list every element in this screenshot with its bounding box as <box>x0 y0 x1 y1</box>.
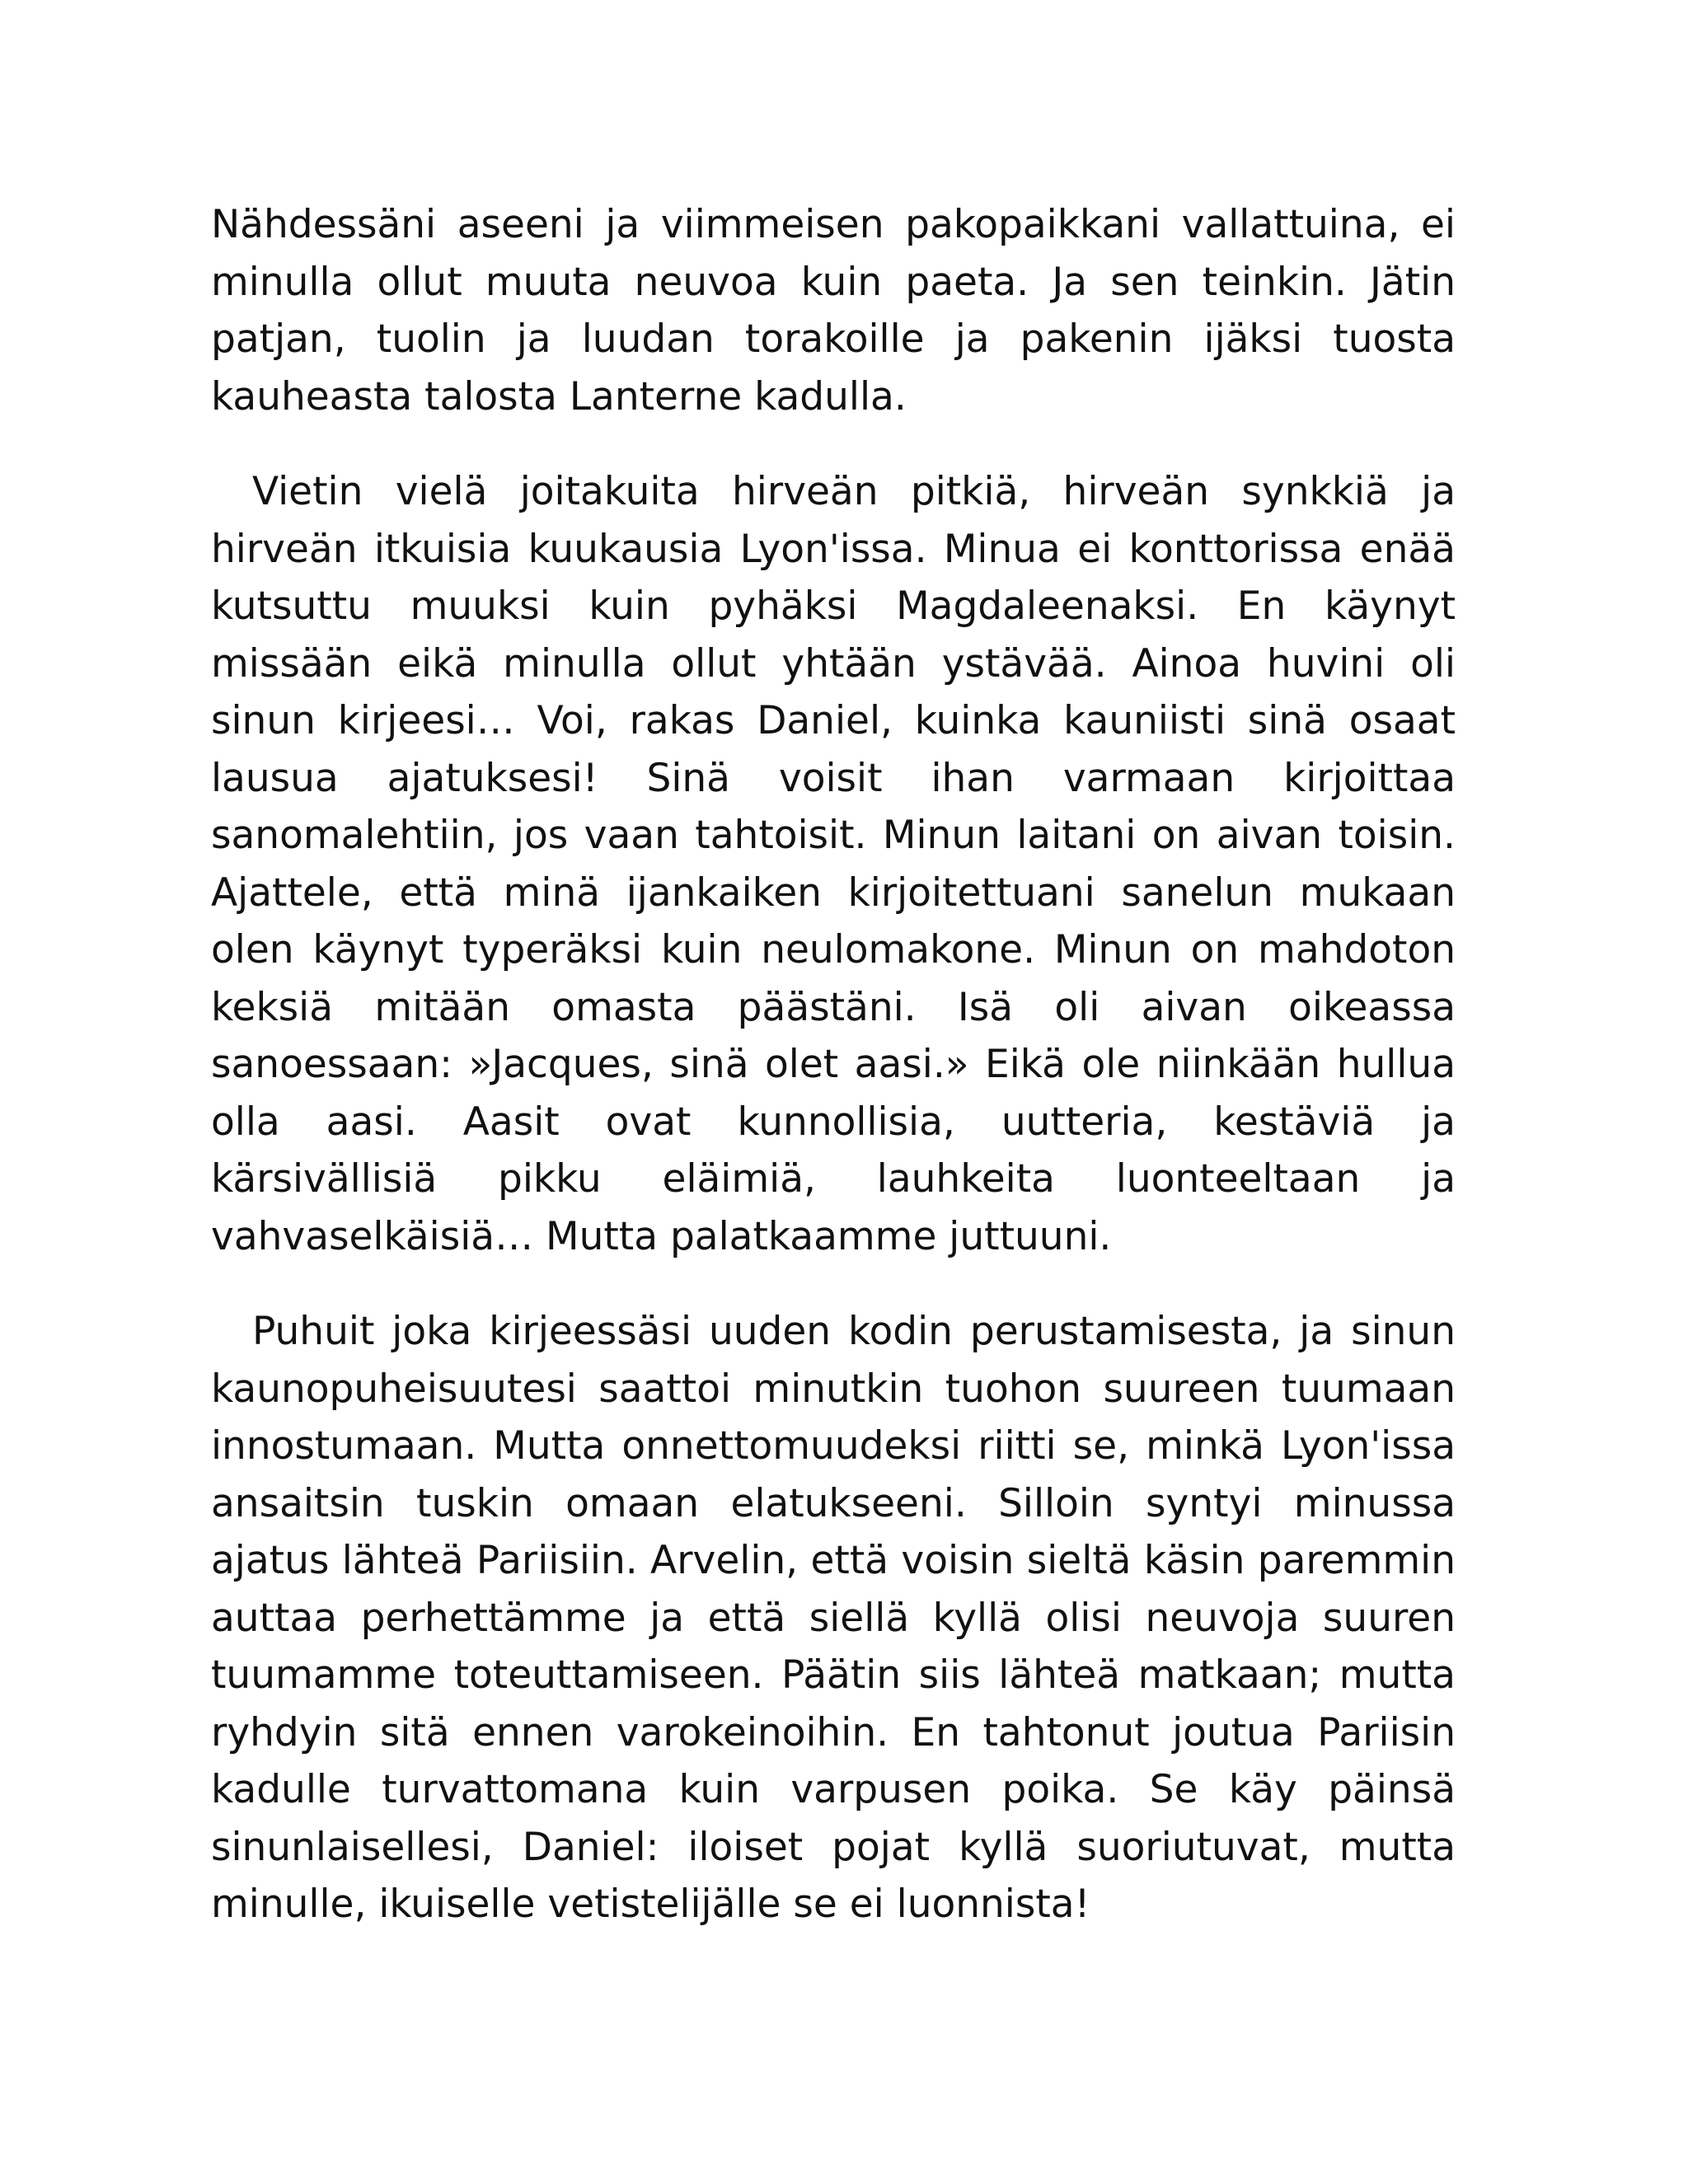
paragraph: Puhuit joka kirjeessäsi uuden kodin perustamisesta, ja sinun kaunopuheisuutesi saattoi minutkin tuohon suureen tuumaan innostumaan. Mutta onnettomuudeksi riitti se, minkä Lyon'issa ansaitsin tuskin omaan elatukseeni. Silloin syntyi minussa ajatus lähteä Pariisiin. Arvelin, että voisin sieltä käsin paremmin auttaa perhettämme ja että siellä kyllä olisi neuvoja suuren tuumamme toteuttamiseen. Päätin siis lähteä matkaan; mutta ryhdyin sitä ennen varokeinoihin. En tahtonut joutua Pariisin kadulle turvattomana kuin varpusen poika. Se käy päinsä sinunlaisellesi, Daniel: iloiset pojat kyllä suoriutuvat, mutta minulle, ikuiselle vetistelijälle se ei luonnista! <box>211 1309 1456 1927</box>
paragraph: Nähdessäni aseeni ja viimmeisen pakopaikkani vallattuina, ei minulla ollut muuta neuvoa kuin paeta. Ja sen teinkin. Jätin patjan, tuolin ja luudan torakoille ja pakenin ijäksi tuosta kauheasta talosta Lanterne kadulla. <box>211 202 1456 419</box>
paragraph: Vietin vielä joitakuita hirveän pitkiä, hirveän synkkiä ja hirveän itkuisia kuukausia Lyon'issa. Minua ei konttorissa enää kutsuttu muuksi kuin pyhäksi Magdaleenaksi. En käynyt missään eikä minulla ollut yhtään ystävää. Ainoa huvini oli sinun kirjeesi… Voi, rakas Daniel, kuinka kauniisti sinä osaat lausua ajatuksesi! Sinä voisit ihan varmaan kirjoittaa sanomalehtiin, jos vaan tahtoisit. Minun laitani on aivan toisin. Ajattele, että minä ijankaiken kirjoitettuani sanelun mukaan olen käynyt typeräksi kuin neulomakone. Minun on mahdoton keksiä mitään omasta päästäni. Isä oli aivan oikeassa sanoessaan: »Jacques, sinä olet aasi.» Eikä ole niinkään hullua olla aasi. Aasit ovat kunnollisia, uutteria, kestäviä ja kärsivällisiä pikku eläimiä, lauhkeita luonteeltaan ja vahvaselkäisiä… Mutta palatkaamme juttuuni. <box>211 469 1456 1259</box>
document-body <box>211 196 1456 1971</box>
